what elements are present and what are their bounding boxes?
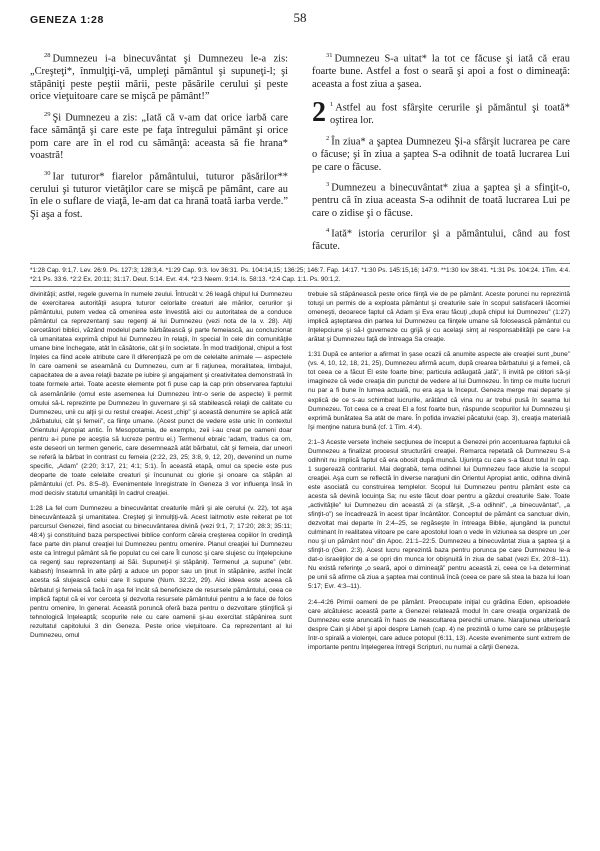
bible-column-right <box>312 50 570 259</box>
study-note: 1:28 La fel cum Dumnezeu a binecuvântat creaturile mării şi ale cerului (v. 22), tot aşa binecuvântează şi umanitatea. Creşteţi şi înmulţiţi-vă. Acest laitmotiv este reiterat pe tot parcursul Genezei, fiind asociat cu binecuvântarea divină (vezi 9:1, 7; 17:20; 28:3; 35:11; 48:4) şi constituind baza perspectivei biblice conform căreia creşterea copiilor în credinţă face parte din planul creaţiei lui Dumnezeu pentru omenire. Planul creaţiei lui Dumnezeu este ca întregul pământ să fie populat cu cei care Îl cunosc şi care slujesc cu înţelepciune ca regenţi sau reprezentanţi ai Săi. Supuneţi-l şi stăpâniţi. Termenul „a supune” (ebr. kabash) înseamnă în alte părţi a aduce un popor sau un ţinut în stăpânire, astfel încât acesta să slujească celui care îl supune (Num. 32:22, 29). Aici ideea este aceea că bărbatul şi femeia să facă în aşa fel încât să beneficieze de resursele pământului, ceea ce implică faptul că ei vor cerceta şi dezvolta resursele pământului pentru a le face de folos pentru omenire, în general. Această poruncă oferă baza pentru o dezvoltare ştiinţifică şi tehnologică înţeleaptă; scopurile rele cu care oamenii şi-au exercitat stăpânirea sunt rezultatul capitolului 3 din Geneza. Peste orice vieţuitoare. Ca reprezentant al lui Dumnezeu, omul <box>30 505 292 639</box>
verse-number: 3 <box>326 181 330 189</box>
verse <box>312 133 570 174</box>
verse <box>30 168 288 222</box>
verse-number: 28 <box>44 52 51 59</box>
study-note: 1:31 După ce anterior a afirmat în şase ocazii că anumite aspecte ale creaţiei sunt „bune” (vs. 4, 10, 12, 18, 21, 25), Dumnezeu afirmă acum, după crearea bărbatului şi a femeii, că tot ceea ce a făcut El este foarte bine; particula adăugată „iată”, îi invită pe cititori să-şi imagineze că vede creaţia din punctul de vedere al lui Dumnezeu. În timp ce multe lucruri nu par a fi bune în lumea actuală, nu era aşa la început. Geneza merge mai departe şi explică de ce s-au schimbat lucrurile, arătând că vina nu ar trebui pusă în seama lui Dumnezeu. Tot ceea ce a creat El a fost foarte bun, răspunde scopurilor lui Dumnezeu şi exprimă bunătatea Sa atât de mare. În pofida invaziei păcatului (cap. 3), creaţia materială îşi menţine natura bună (cf. 1 Tim. 4:4). <box>308 351 570 431</box>
divider <box>30 263 570 264</box>
verse <box>30 50 288 104</box>
study-notes <box>30 290 570 845</box>
bible-column-left <box>30 50 288 227</box>
verse-text: Iar tuturor* fiarelor pământului, tuturor păsărilor** cerului şi tuturor vietăţilor care se mişcă pe pământ, care au în ele o suflare de viaţă, le-am dat ca hrană toată iarba verde.” Şi aşa a fost. <box>30 171 288 220</box>
verse-number: 31 <box>326 52 333 59</box>
bible-text <box>30 50 570 262</box>
verse-text: Dumnezeu S-a uitat* la tot ce făcuse şi iată că erau foarte bune. Astfel a fost o seară şi apoi a fost o dimineaţă: aceasta a fost ziua a şasea. <box>312 53 570 90</box>
verse-text: Astfel au fost sfârşite cerurile şi pământul şi toată* oştirea lor. <box>330 102 570 127</box>
verse-text: Dumnezeu a binecuvântat* ziua a şaptea şi a sfinţit-o, pentru că în ziua aceasta S-a odihnit de toată lucrarea Lui pe care o zidise şi o făcuse. <box>312 182 570 219</box>
verse-number: 4 <box>326 227 330 235</box>
verse-number: 29 <box>44 110 51 118</box>
cross-references: *1:28 Cap. 9:1,7. Lev. 26:9. Ps. 127:3; 128:3,4. *1:29 Cap. 9:3. Iov 36:31. Ps. 104:14,15; 136:25; 146:7. Fap. 14:17. *1:30 Ps. 145:15,16; 147:9. **1:30 Iov 38:41. *1:31 Ps. 104:24. 1Tim. 4:4. *2:1 Ps. 33:6. *2:2 Ex. 20:11; 31:17. Deut. 5:14. Evr. 4:4. *2:3 Neem. 9:14. Is. 58:13. *2:4 Cap. 1:1. Ps. 90:1,2. <box>30 267 570 283</box>
study-note: divinităţii; astfel, regele guverna în numele zeului. Întrucât v. 26 leagă chipul lui Dumnezeu de exercitarea autorităţii asupra tuturor celorlalte creaturi ale mărilor, cerurilor şi pământului, putem vedea că omenirea este învestită aici cu autoritatea de a conduce pământul ca reprezentanţi sau regenţi ai lui Dumnezeu (vezi nota de la v. 28). Alţi cercetători biblici, văzând modelul parte bărbătească şi parte femeiască, au concluzionat că umanitatea exprimă chipul lui Dumnezeu în relaţii, în special în cele din comunităţile umane bine închegate, atât în căsătorie, cât şi în societate. În mod tradiţional, chipul a fost înţeles ca fiind acele atribute care îl diferenţiază pe om de celelalte animale — aspectele în care oamenii se aseamănă cu Dumnezeu, cum ar fi raţiunea, moralitatea, limbajul, capacitatea de a avea relaţii bazate pe iubire şi angajament şi creativitatea demonstrată în toate formele artei. Toate aceste elemente pot fi puse cap la cap prin observarea faptului că asemănările (omul este asemenea lui Dumnezeu într-o serie de aspecte) îi permit omului să-L reprezinte pe Dumnezeu în guvernare şi să stabilească relaţii de calitate cu Dumnezeu, unii cu alţii şi cu restul creaţiei. Acest „chip” şi această denumire se aplică atât „bărbatului, cât şi femeii”, ca fiinţe umane. (Acest punct de vedere este unic în contextul Orientului Apropiat antic. În Mesopotamia, de exemplu, zeii i-au creat pe oameni doar pentru a-i pune pe aceştia să lucreze pentru ei.) Termenul ebraic 'adam, tradus ca om, este deseori un termen generic, care desemnează atât bărbatul, cât şi femeia, dar uneori se referă la bărbat în contrast cu femeia (2:22, 23, 25; 3:8, 9, 12, 20), devenind un nume specific, „Adam” (2:20; 3:17, 21; 4:1; 5:1). În această etapă, omul ca specie este pus deoparte de toate celelalte creaturi şi încununat cu glorie şi onoare ca stăpân al pământului (cf. Ps. 8:5–8). Evenimentele înregistrate în Geneza 3 vor influenţa însă în mod decisiv statutul umanităţii în cadrul creaţiei. <box>30 291 292 498</box>
verse-number: 1 <box>330 101 334 109</box>
study-column-right <box>308 290 570 655</box>
verse <box>312 179 570 220</box>
verse-text: În ziua* a şaptea Dumnezeu Şi-a sfârşit lucrarea pe care o făcuse; şi în ziua a şaptea S-a odihnit de toată lucrarea Lui pe care o făcuse. <box>312 136 570 173</box>
study-note: 2:1–3 Aceste versete încheie secţiunea de început a Genezei prin accentuarea faptului că Dumnezeu a finalizat procesul structurării creaţiei. Remarca repetată că Dumnezeu S-a odihnit nu implică faptul că era obosit după muncă. Ujurinţa cu care s-a făcut totul în cap. 1 sugerează contrariul. Mai degrabă, tema odihnei lui Dumnezeu face aluzie la scopul creaţiei. Aşa cum se reflectă în diverse naraţiuni din Orientul Apropiat antic, odihna divină este asociată cu construirea templelor. Scopul lui Dumnezeu pentru pământ este ca acesta să devină locuinţa Sa; nu este făcut doar pentru a găzdui creaturile Sale. Toate „activităţile” lui Dumnezeu din această zi (a sfârşit, „S-a odihnit”, „a binecuvântat”, „a sfinţit-o”) se încadrează în acest tipar încântător. Conceptul de pământ ca sanctuar divin, dezvoltat mai departe în 2:4–25, se regăseşte în întreaga Biblie, ajungând la punctul culminant în realitatea viitoare pe care apostolul Ioan o vede în viziunea sa despre un „cer nou şi un pământ nou” din Apoc. 21:1–22:5. Dumnezeu a binecuvântat ziua a şaptea şi a sfinţit-o (Gen. 2:3). Acest lucru reprezintă baza pentru porunca pe care Dumnezeu le-a dat-o israeliţilor de a se opri din munca lor obişnuită în ziua de sabat (vezi Ex. 20:8–11). Nu există referinţe „o seară, apoi o dimineaţă” pentru această zi, ceea ce l-a determinat pe unii să afirme că ziua a şaptea mai continuă încă (ceea ce pare să stea la baza lui Ioan 5:17; Evr. 4:3–11). <box>308 438 570 591</box>
page-header <box>18 8 582 26</box>
verse-text: Dumnezeu i-a binecuvântat şi Dumnezeu le-a zis: „Creşteţi*, înmulţiţi-vă, umpleţi pământul şi supuneţi-l; şi stăpâniţi peste peştii mării, peste păsările cerului şi peste orice vieţuitoare care se mişcă pe pământ!” <box>30 53 288 103</box>
verse-number: 30 <box>44 169 51 177</box>
verse <box>312 225 570 254</box>
study-column-left <box>30 290 292 643</box>
divider <box>30 286 570 287</box>
verse <box>30 109 288 163</box>
verse <box>312 50 570 91</box>
study-note: 2:4–4:26 Primii oameni de pe pământ. Preocupate iniţial cu grădina Eden, episoadele care alcătuiesc această parte a Genezei relatează modul în care creaţia organizată de Dumnezeu este aruncată în haos de neascultarea perechii umane. Naraţiunea ulterioară despre Cain şi Abel şi apoi despre Lameh (cap. 4) ne prezintă o lume care se prăbuşeşte într-o spirală a violenţei, care aduce potopul (6:11, 13). Aceste evenimente sunt extrem de importante pentru înţelegerea întregii Scripturi, nu numai a cărţii Geneza. <box>308 598 570 651</box>
verse <box>312 99 570 128</box>
verse-text: Şi Dumnezeu a zis: „Iată că v-am dat orice iarbă care face sămânţă şi care este pe faţa întregului pământ şi orice pom care are în el rod cu sămânţă: aceasta să fie hrana* voastră! <box>30 112 288 162</box>
study-note: trebuie să stăpânească peste orice fiinţă vie de pe pământ. Aceste porunci nu reprezintă totuşi un permis de a exploata pământul şi creaturile sale în scopul satisfacerii lăcomiei omeneşti, deoarece faptul că Adam şi Eva erau făcuţi „după chipul lui Dumnezeu” (1:27) implică aşteptarea din partea lui Dumnezeu ca fiinţele umane să folosească pământul cu înţelepciune şi să-l guverneze cu grijă şi cu acelaşi simţ al responsabilităţii pe care l-a arătat şi Dumnezeu faţă de întreaga Sa creaţie. <box>308 291 570 344</box>
running-reference: GENEZA 1:28 <box>30 14 104 26</box>
chapter-number: 2 <box>312 97 326 129</box>
verse-text: Iată* istoria cerurilor şi a pământului, când au fost făcute. <box>312 228 570 253</box>
page-number: 58 <box>293 10 307 25</box>
verse-number: 2 <box>326 134 330 142</box>
